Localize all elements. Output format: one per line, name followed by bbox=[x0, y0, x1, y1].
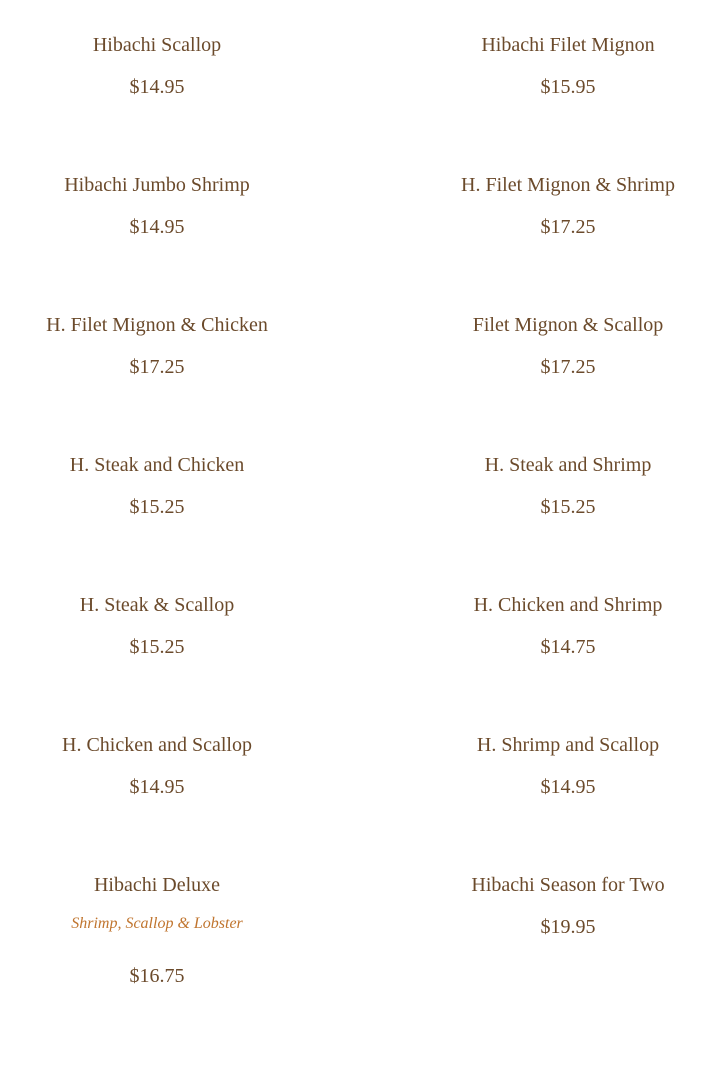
menu-item-hibachi-jumbo-shrimp bbox=[0, 173, 317, 239]
item-price: $14.75 bbox=[540, 636, 596, 658]
menu-item-hibachi-deluxe bbox=[0, 873, 317, 988]
menu-item-hibachi-scallop bbox=[0, 33, 317, 99]
menu-item-filet-mignon-scallop bbox=[408, 313, 705, 379]
menu-item-steak-scallop bbox=[0, 593, 317, 659]
menu-item-steak-shrimp bbox=[408, 453, 705, 519]
menu-item-hibachi-filet-mignon bbox=[408, 33, 705, 99]
item-name: Filet Mignon & Scallop bbox=[472, 314, 664, 336]
item-name: H. Chicken and Shrimp bbox=[473, 594, 663, 616]
item-name: H. Filet Mignon & Shrimp bbox=[461, 174, 675, 196]
menu-item-chicken-scallop bbox=[0, 733, 317, 799]
item-name: Hibachi Scallop bbox=[92, 34, 222, 56]
menu-item-season-for-two bbox=[408, 873, 705, 939]
item-name: H. Chicken and Scallop bbox=[62, 734, 252, 756]
menu-item-shrimp-scallop bbox=[408, 733, 705, 799]
menu-item-chicken-shrimp bbox=[408, 593, 705, 659]
menu-item-filet-mignon-shrimp bbox=[408, 173, 705, 239]
menu-item-filet-mignon-chicken bbox=[0, 313, 317, 379]
item-name: H. Steak & Scallop bbox=[79, 594, 235, 616]
item-name: Hibachi Filet Mignon bbox=[481, 34, 655, 56]
menu-item-steak-chicken bbox=[0, 453, 317, 519]
item-name: H. Steak and Chicken bbox=[69, 454, 245, 476]
item-name: Hibachi Deluxe bbox=[93, 874, 221, 896]
item-name: H. Steak and Shrimp bbox=[484, 454, 652, 476]
item-price: $14.95 bbox=[129, 776, 185, 798]
item-name: H. Filet Mignon & Chicken bbox=[46, 314, 268, 336]
item-name: H. Shrimp and Scallop bbox=[476, 734, 660, 756]
item-price: $15.25 bbox=[129, 496, 185, 518]
item-price: $15.25 bbox=[540, 496, 596, 518]
item-price: $15.25 bbox=[129, 636, 185, 658]
item-name: Hibachi Jumbo Shrimp bbox=[64, 174, 250, 196]
item-price: $14.95 bbox=[129, 76, 185, 98]
item-price: $16.75 bbox=[129, 965, 185, 987]
item-price: $19.95 bbox=[540, 916, 596, 938]
item-price: $17.25 bbox=[540, 216, 596, 238]
item-price: $15.95 bbox=[540, 76, 596, 98]
item-description: Shrimp, Scallop & Lobster bbox=[71, 915, 243, 932]
item-price: $17.25 bbox=[540, 356, 596, 378]
item-price: $14.95 bbox=[540, 776, 596, 798]
item-price: $17.25 bbox=[129, 356, 185, 378]
item-name: Hibachi Season for Two bbox=[471, 874, 665, 896]
item-price: $14.95 bbox=[129, 216, 185, 238]
